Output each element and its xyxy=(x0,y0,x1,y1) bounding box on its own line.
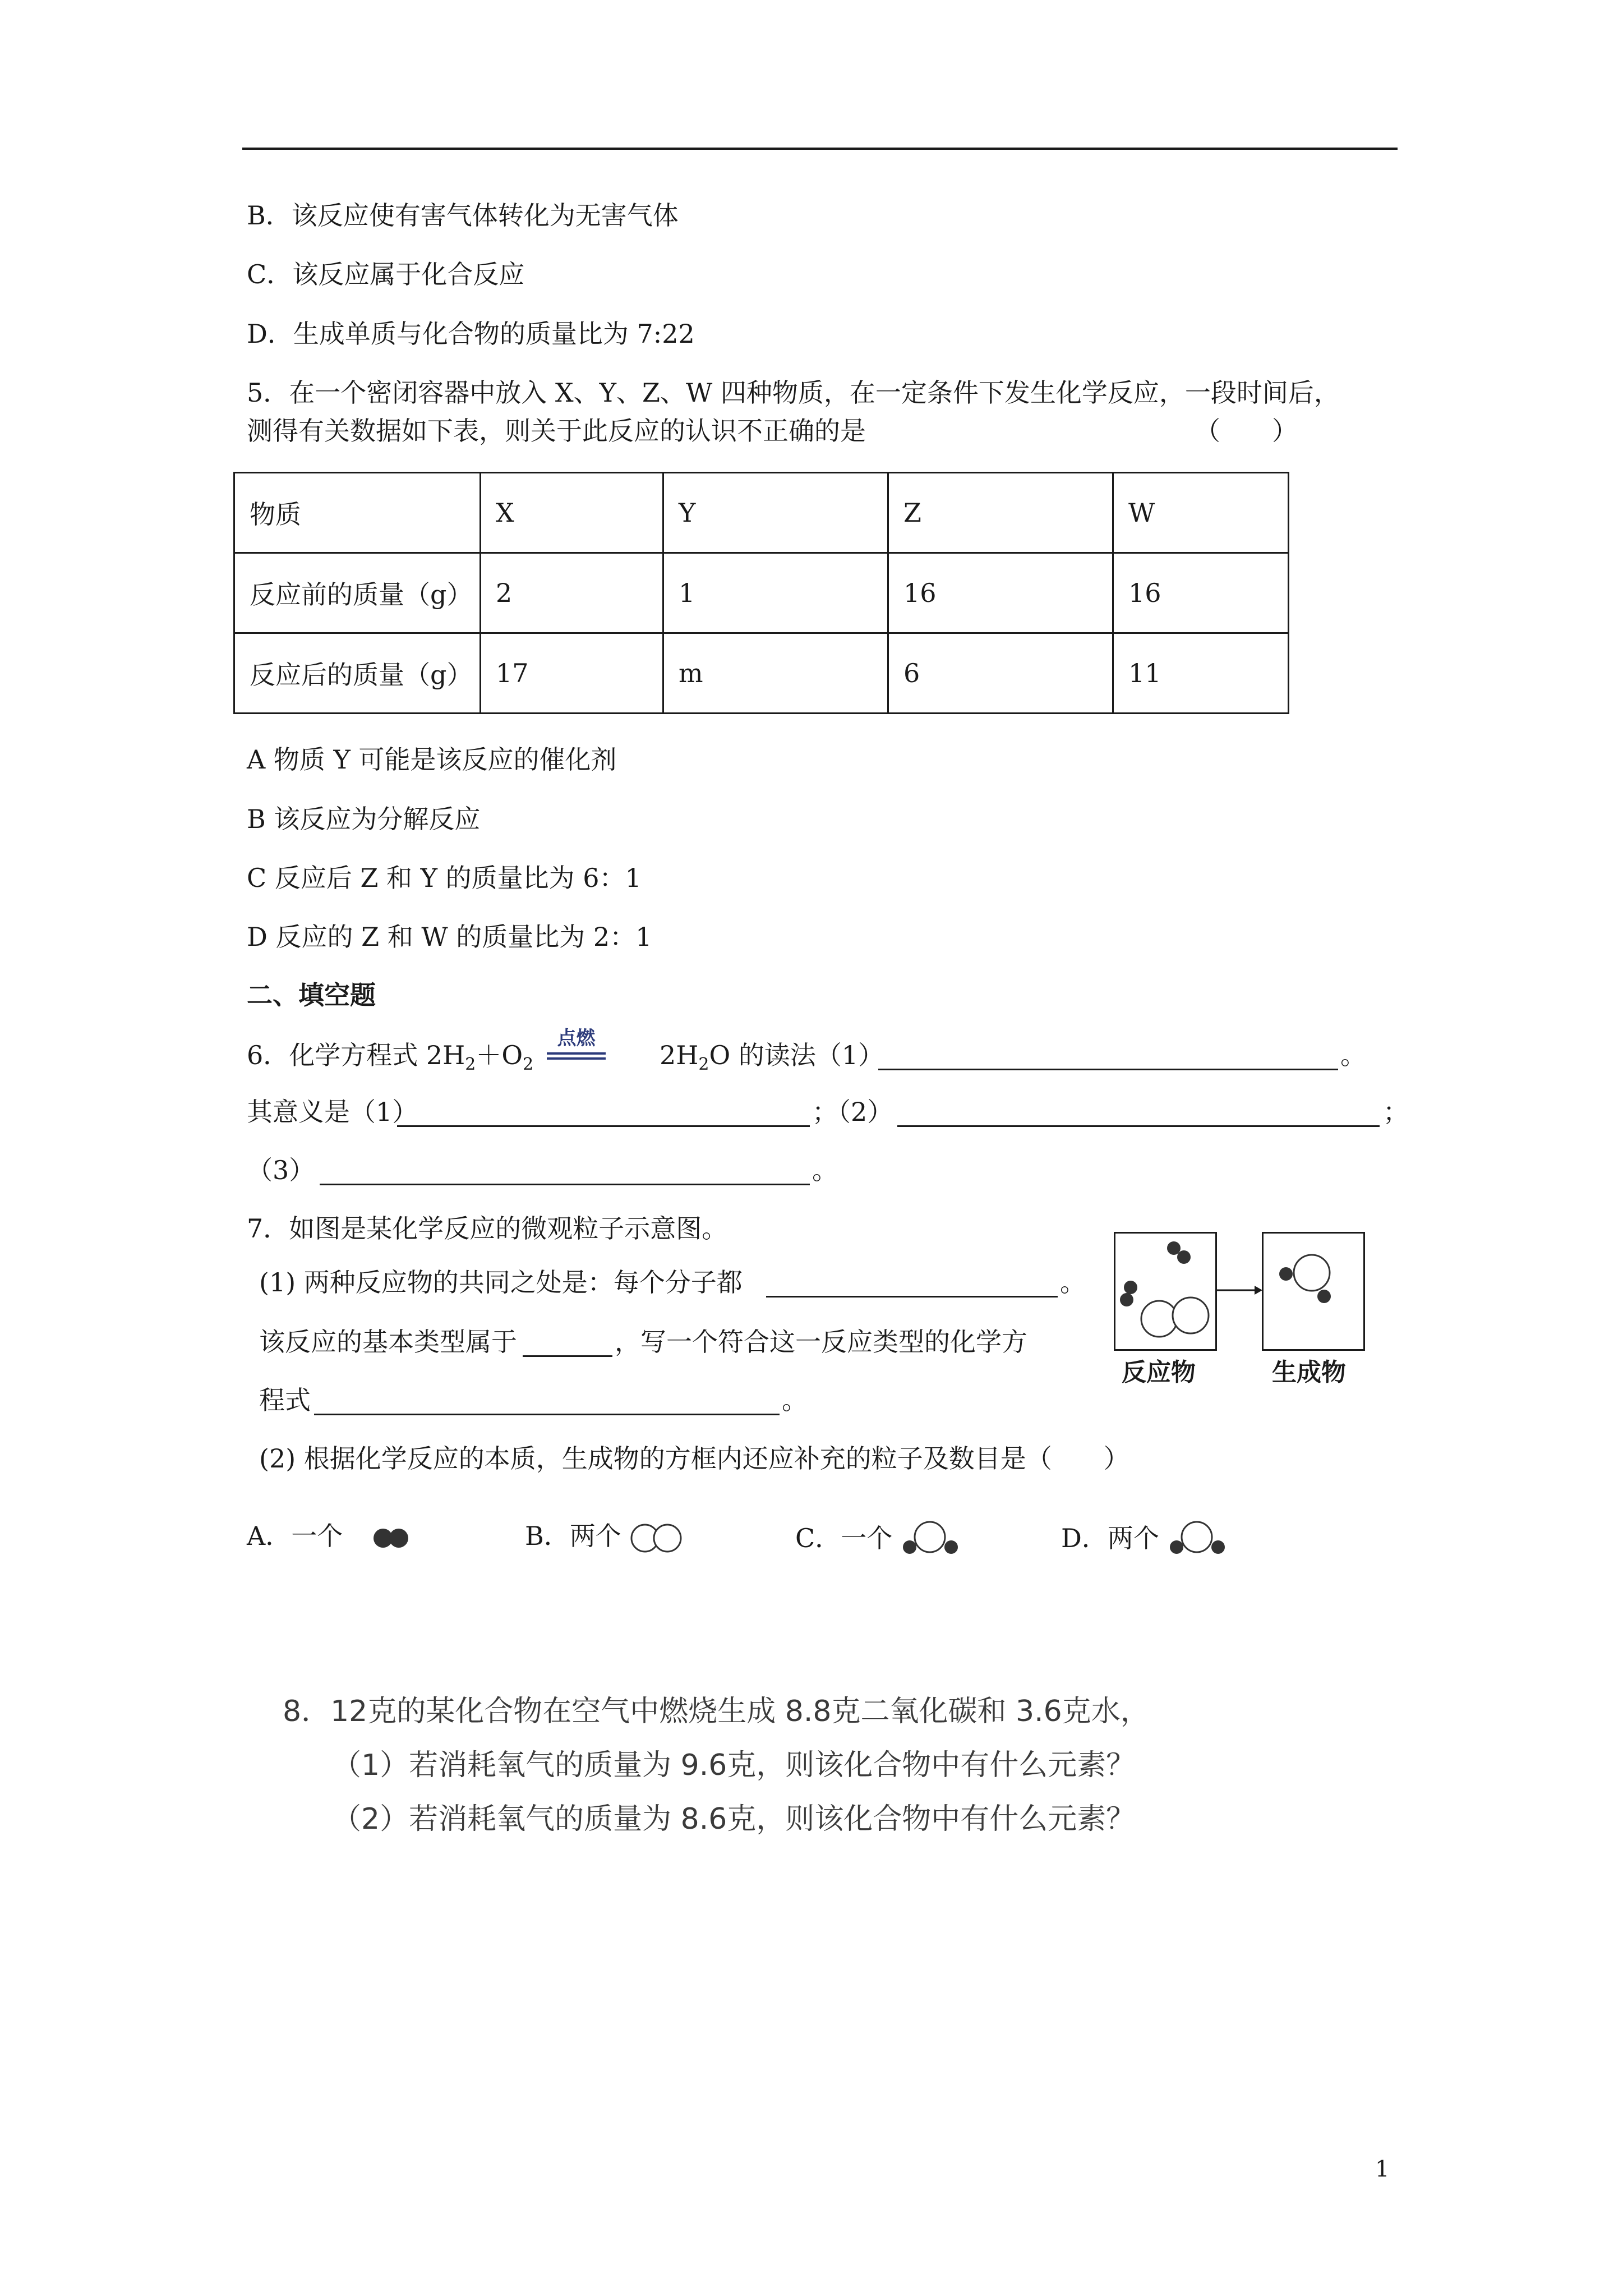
table-cell: Y xyxy=(663,473,888,553)
table-cell: 反应前的质量（g） xyxy=(234,553,481,633)
molecule-white-two-black-atoms-icon xyxy=(1168,1520,1226,1561)
q6-line3-prefix: （3） xyxy=(247,1155,315,1185)
q6-blank-meaning-1[interactable] xyxy=(397,1101,810,1127)
table-cell: 16 xyxy=(1113,553,1289,633)
q7-title: 7．如图是某化学反应的微观粒子示意图。 xyxy=(247,1213,728,1244)
header-rule xyxy=(242,148,1398,150)
table-cell: W xyxy=(1113,473,1289,553)
q5-option-d: D 反应的 Z 和 W 的质量比为 2：1 xyxy=(247,922,652,952)
q8-line2: （1）若消耗氧气的质量为 9.6克，则该化合物中有什么元素？ xyxy=(332,1749,1136,1782)
q6-line2-mid: ；（2） xyxy=(812,1097,893,1127)
table-cell: 6 xyxy=(888,633,1113,714)
molecule-two-black-atoms-icon xyxy=(366,1524,417,1552)
q6-eq-left: $2H_2+O_2$ xyxy=(426,1040,534,1075)
q6-line1 xyxy=(247,1039,533,1080)
q7-blank-common-feature[interactable] xyxy=(766,1271,1058,1297)
reactant-particles xyxy=(1115,1234,1215,1349)
q7-line2a: 该反应的基本类型属于 xyxy=(259,1327,517,1357)
q5-line1: 5．在一个密闭容器中放入 X、Y、Z、W 四种物质，在一定条件下发生化学反应，一段时间后， xyxy=(247,378,1340,408)
molecule-two-white-atoms-icon xyxy=(629,1520,683,1556)
reactants-box xyxy=(1114,1232,1217,1351)
q6-blank-meaning-2[interactable] xyxy=(897,1101,1380,1127)
table-cell: Z xyxy=(888,473,1113,553)
q6-blank-meaning-3[interactable] xyxy=(320,1159,810,1185)
table-cell: 11 xyxy=(1113,633,1289,714)
reaction-arrow-icon xyxy=(1215,1283,1262,1297)
table-row xyxy=(234,473,1289,553)
q7-line1: (1) 两种反应物的共同之处是：每个分子都 xyxy=(259,1267,743,1297)
table-cell: 物质 xyxy=(234,473,481,553)
q4-option-d: D．生成单质与化合物的质量比为 7:22 xyxy=(247,319,695,349)
table-cell: 1 xyxy=(663,553,888,633)
q6-blank-reading[interactable] xyxy=(878,1044,1338,1070)
q6-prefix: 6．化学方程式 xyxy=(247,1040,426,1070)
table-cell: X xyxy=(481,473,663,553)
table-cell: 2 xyxy=(481,553,663,633)
q5-line2: 测得有关数据如下表，则关于此反应的认识不正确的是 xyxy=(247,416,866,446)
q7-line1-end: 。 xyxy=(1060,1267,1086,1297)
q6-reaction-condition: 点燃 xyxy=(547,1028,606,1061)
table-cell: 反应后的质量（g） xyxy=(234,633,481,714)
q5-option-c: C 反应后 Z 和 Y 的质量比为 6：1 xyxy=(247,863,642,893)
table-cell: m xyxy=(663,633,888,714)
q7-option-d: D．两个 xyxy=(1061,1520,1226,1561)
q7-blank-equation[interactable] xyxy=(314,1389,780,1415)
product-particles xyxy=(1264,1234,1363,1349)
q7-option-c: C．一个 xyxy=(795,1520,959,1561)
section-heading: 二、填空题 xyxy=(247,980,376,1010)
q5-option-b: B 该反应为分解反应 xyxy=(247,804,481,834)
q7-line2b: ，写一个符合这一反应类型的化学方 xyxy=(615,1327,1027,1357)
q7-line3a: 程式 xyxy=(259,1385,311,1415)
table-cell: 17 xyxy=(481,633,663,714)
q6-line2-end: ； xyxy=(1383,1097,1409,1127)
q7-line3-end: 。 xyxy=(782,1385,808,1415)
q6-end1: 。 xyxy=(1340,1040,1366,1070)
q8-line3: （2）若消耗氧气的质量为 8.6克，则该化合物中有什么元素？ xyxy=(332,1802,1136,1836)
table-cell: 16 xyxy=(888,553,1113,633)
molecule-white-two-black-atoms-icon xyxy=(901,1520,959,1561)
q6-line2-prefix: 其意义是（1） xyxy=(247,1097,418,1127)
table-row xyxy=(234,633,1289,714)
q5-data-table xyxy=(233,472,1289,714)
q7-line4: (2) 根据化学反应的本质，生成物的方框内还应补充的粒子及数目是（ ） xyxy=(259,1443,1129,1474)
q5-option-a: A 物质 Y 可能是该反应的催化剂 xyxy=(247,744,617,775)
page-number: 1 xyxy=(1375,2156,1390,2182)
q7-option-a: A．一个 xyxy=(247,1520,417,1552)
q6-line3-end: 。 xyxy=(812,1155,838,1185)
label-products: 生成物 xyxy=(1272,1358,1346,1387)
q7-blank-reaction-type[interactable] xyxy=(523,1331,612,1357)
q5-answer-paren: （ ） xyxy=(1195,416,1298,446)
label-reactants: 反应物 xyxy=(1122,1358,1196,1387)
q8-line1: 8．12克的某化合物在空气中燃烧生成 8.8克二氧化碳和 3.6克水， xyxy=(283,1695,1150,1728)
table-row xyxy=(234,553,1289,633)
q4-option-c: C．该反应属于化合反应 xyxy=(247,259,525,289)
q7-option-b: B．两个 xyxy=(525,1520,683,1556)
q4-option-b: B．该反应使有害气体转化为无害气体 xyxy=(247,200,679,231)
q6-eq-right: $2H_2O$ 的读法（1） xyxy=(660,1040,884,1075)
products-box xyxy=(1262,1232,1365,1351)
